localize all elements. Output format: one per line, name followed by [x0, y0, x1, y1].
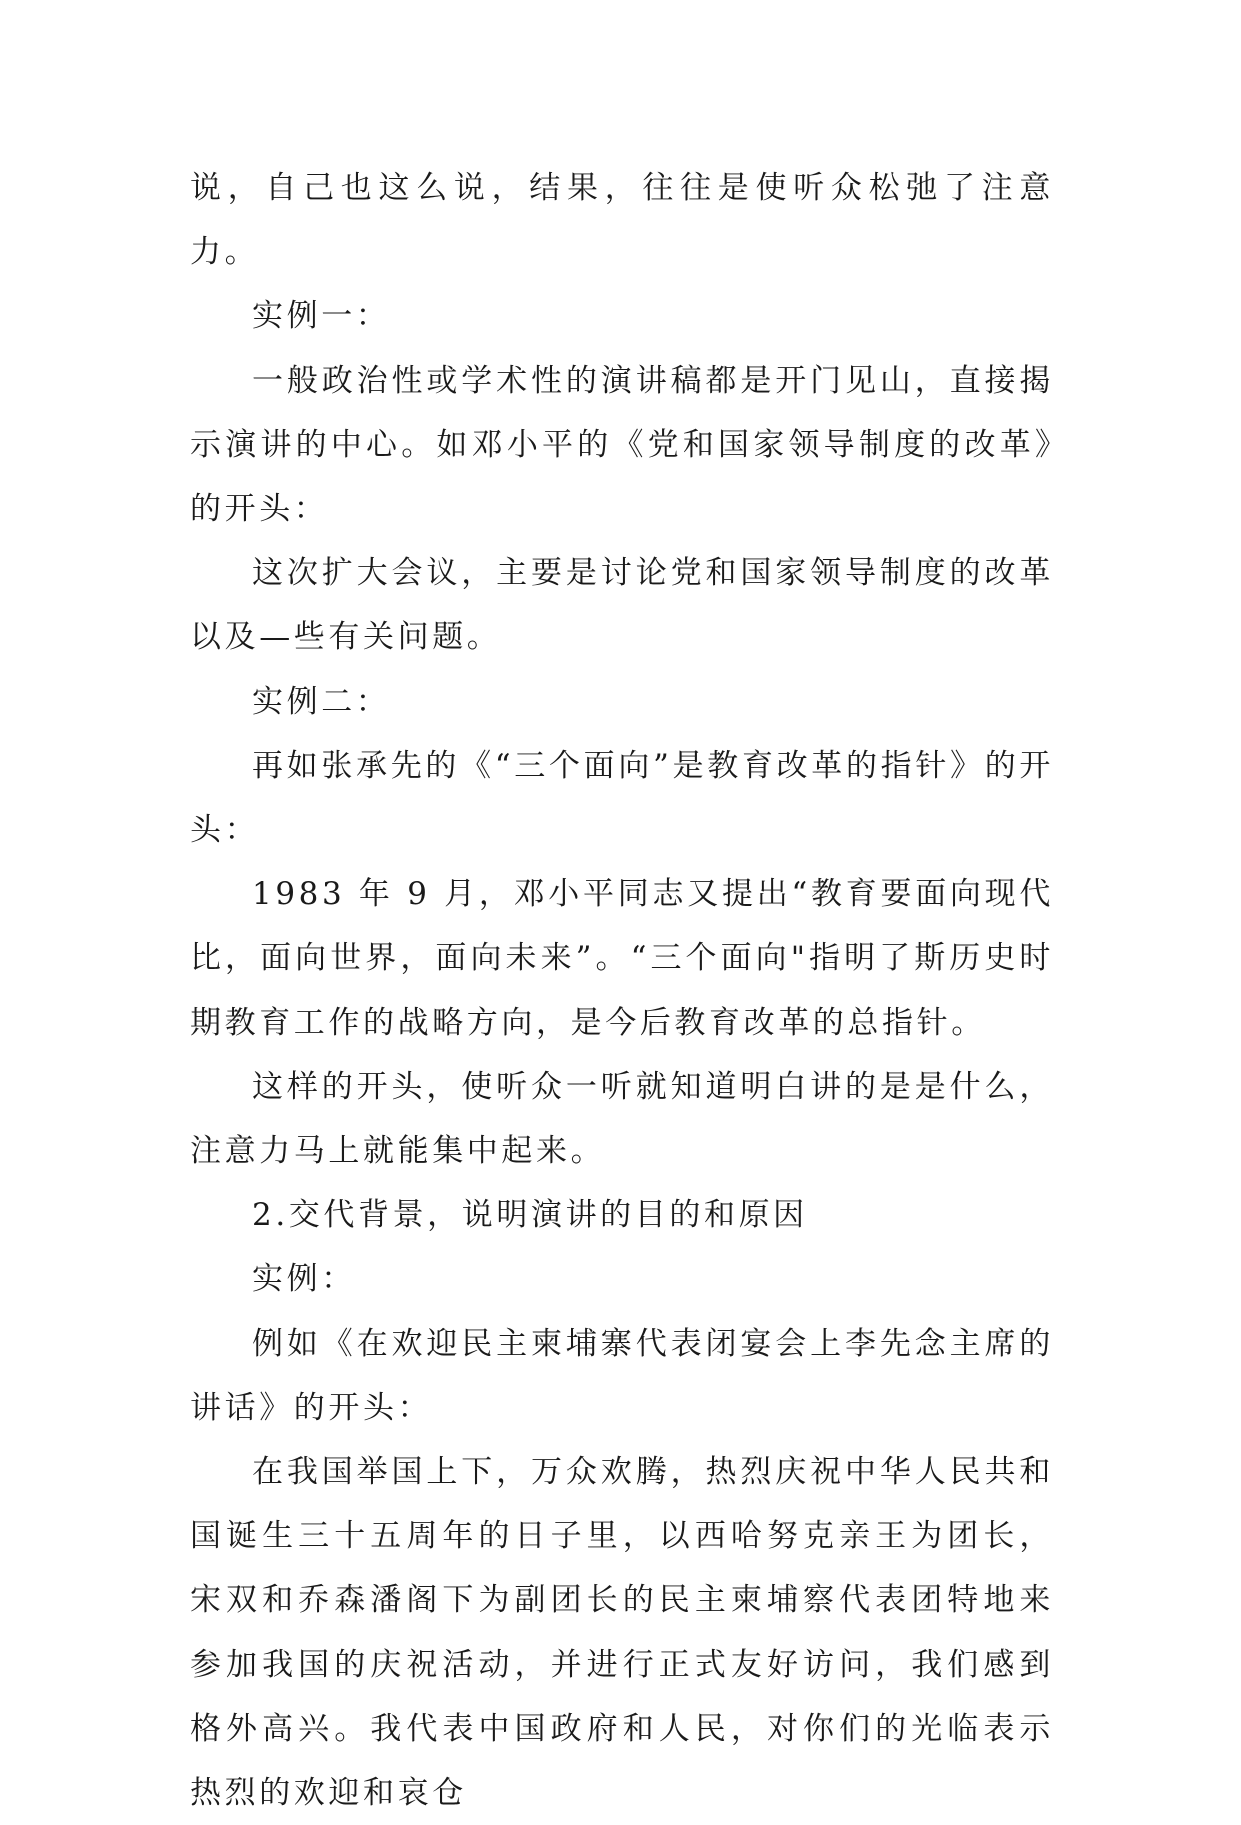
paragraph-1: 说，自己也这么说，结果，往往是使听众松弛了注意力。: [190, 170, 1054, 271]
paragraph-7: 1983 年 9 月，邓小平同志又提出“教育要面向现代比，面向世界，面向未来”。“三个面向"指明了斯历史时期教育工作的战略方向，是今后教育改革的总指针。: [190, 876, 1054, 1041]
paragraph-2: 实例一：: [252, 298, 391, 335]
paragraph-10: 实例：: [252, 1261, 356, 1298]
paragraph-6: 再如张承先的《“三个面向”是教育改革的指针》的开头：: [190, 747, 1054, 849]
paragraph-8: 这样的开头，使听众一听就知道明白讲的是是什么，注意力马上就能集中起来。: [190, 1068, 1054, 1170]
document-body: [190, 156, 1054, 1825]
paragraph-3: 一般政治性或学术性的演讲稿都是开门见山，直接揭示演讲的中心。如邓小平的《党和国家领导制度的改革》的开头：: [190, 362, 1054, 528]
paragraph-12: 在我国举国上下，万众欢腾，热烈庆祝中华人民共和国诞生三十五周年的日子里，以西哈努克亲王为团长，宋双和乔森潘阁下为副团长的民主柬埔察代表团特地来参加我国的庆祝活动，并进行正式友好访问，我们感到格外高兴。我代表中国政府和人民，对你们的光临表示热烈的欢迎和哀仓: [190, 1454, 1054, 1812]
paragraph-11: 例如《在欢迎民主柬埔寨代表闭宴会上李先念主席的讲话》的开头：: [190, 1325, 1054, 1426]
paragraph-4: 这次扩大会议，主要是讨论党和国家领导制度的改革以及—些有关问题。: [190, 555, 1054, 656]
paragraph-9: 2.交代背景，说明演讲的目的和原因: [252, 1197, 808, 1234]
paragraph-5: 实例二：: [252, 683, 391, 720]
